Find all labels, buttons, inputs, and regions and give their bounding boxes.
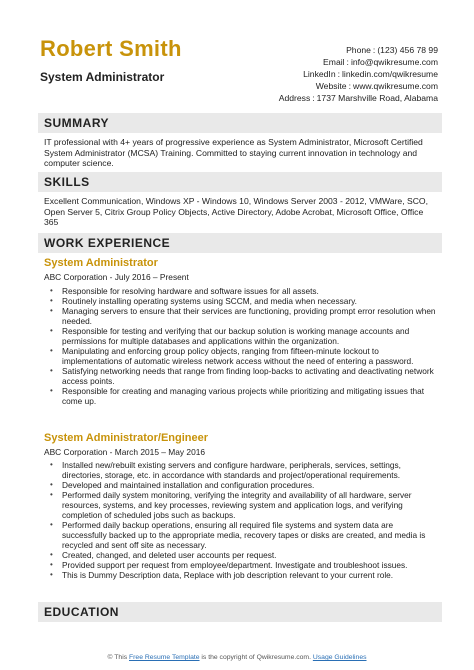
- list-item: • Responsible for testing and verifying that our backup solution is working manage accounts and permissions for multiple databases and applications within the organization.: [50, 326, 436, 346]
- contact-value: 1737 Marshville Road, Alabama: [316, 93, 438, 103]
- contact-label: Address: [278, 93, 311, 103]
- list-item: • Performed daily system monitoring, verifying the integrity and availability of all hardware, server resources, systems, and key processes, reviewing system and application logs, and verifying completion of scheduled jobs such as backups.: [50, 490, 436, 520]
- skills-text: Excellent Communication, Windows XP - Windows 10, Windows Server 2003 - 2012, VMWare, SCO, Open Server 5, Citrix Group Policy Objects, Active Directory, Adobe Acrobat, Microsoft Office, Office 365: [44, 196, 428, 228]
- contact-website: Website : www.qwikresume.com: [315, 81, 438, 91]
- footer-prefix: © This: [107, 654, 129, 661]
- job-meta: ABC Corporation - March 2015 – May 2016: [44, 447, 206, 457]
- contact-block: [279, 44, 438, 104]
- footer-copyright: [0, 654, 474, 661]
- job-bullets: [50, 460, 436, 580]
- job-meta: ABC Corporation - July 2016 – Present: [44, 272, 189, 282]
- contact-address: Address : 1737 Marshville Road, Alabama: [278, 93, 438, 103]
- contact-label: Website: [315, 81, 347, 91]
- contact-linkedin: LinkedIn : linkedin.com/qwikresume: [303, 69, 438, 79]
- job-bullets: [50, 286, 436, 406]
- footer-middle: is the copyright of Qwikresume.com.: [199, 654, 313, 661]
- contact-label: LinkedIn: [303, 69, 336, 79]
- section-experience-heading: WORK EXPERIENCE: [38, 233, 442, 253]
- section-education-heading: EDUCATION: [38, 602, 442, 622]
- usage-guidelines-link[interactable]: Usage Guidelines: [312, 654, 367, 661]
- contact-label: Phone: [346, 45, 371, 55]
- candidate-role: System Administrator: [40, 70, 165, 84]
- contact-email: Email : info@qwikresume.com: [323, 57, 438, 67]
- list-item: • Manipulating and enforcing group policy objects, ranging from fifteen-minute lockout to implementations of automatic wireless network access without the need of entering a password.: [50, 346, 436, 366]
- list-item: • Created, changed, and deleted user accounts per request.: [50, 550, 436, 560]
- list-item: • Provided support per request from employee/department. Investigate and troubleshoot issues.: [50, 560, 436, 570]
- list-item: • Satisfying networking needs that range from finding loop-backs to activating and deactivating network access points.: [50, 366, 436, 386]
- contact-value: (123) 456 78 99: [377, 45, 438, 55]
- candidate-name: Robert Smith: [40, 36, 182, 61]
- job-title: System Administrator/Engineer: [44, 432, 209, 444]
- section-summary-heading: SUMMARY: [38, 113, 442, 133]
- contact-phone: Phone : (123) 456 78 99: [346, 45, 438, 55]
- contact-value[interactable]: linkedin.com/qwikresume: [342, 69, 438, 79]
- summary-text: IT professional with 4+ years of progressive experience as System Administrator, Microsoft Certified System Administrator (MCSA) Training. Committed to staying current innovation in technology and computer science.: [44, 137, 423, 169]
- list-item: • Managing servers to ensure that their services are functioning, providing prompt error resolution when needed.: [50, 306, 436, 326]
- contact-value[interactable]: info@qwikresume.com: [350, 57, 438, 67]
- list-item: • Developed and maintained installation and configuration procedures.: [50, 480, 436, 490]
- contact-value[interactable]: www.qwikresume.com: [352, 81, 438, 91]
- list-item: • Routinely installing operating systems using SCCM, and media when necessary.: [50, 296, 436, 306]
- list-item: • Performed daily backup operations, ensuring all required file systems and system data are successfully backed up to the appropriate media, recovery tapes or disks are created, and media is recycled and sent off site as necessary.: [50, 520, 436, 550]
- section-skills-heading: SKILLS: [38, 172, 442, 192]
- free-resume-template-link[interactable]: Free Resume Template: [129, 654, 200, 661]
- list-item: • Responsible for resolving hardware and software issues for all assets.: [50, 286, 436, 296]
- contact-label: Email: [323, 57, 345, 67]
- list-item: • Responsible for creating and managing various projects while prioritizing and mitigating issues that come up.: [50, 386, 436, 406]
- job-title: System Administrator: [44, 257, 158, 269]
- list-item: • Installed new/rebuilt existing servers and configure hardware, peripherals, services, settings, directories, storage, etc. in accordance with standards and project/operational requirements.: [50, 460, 436, 480]
- list-item: • This is Dummy Description data, Replace with job description relevant to your current role.: [50, 570, 436, 580]
